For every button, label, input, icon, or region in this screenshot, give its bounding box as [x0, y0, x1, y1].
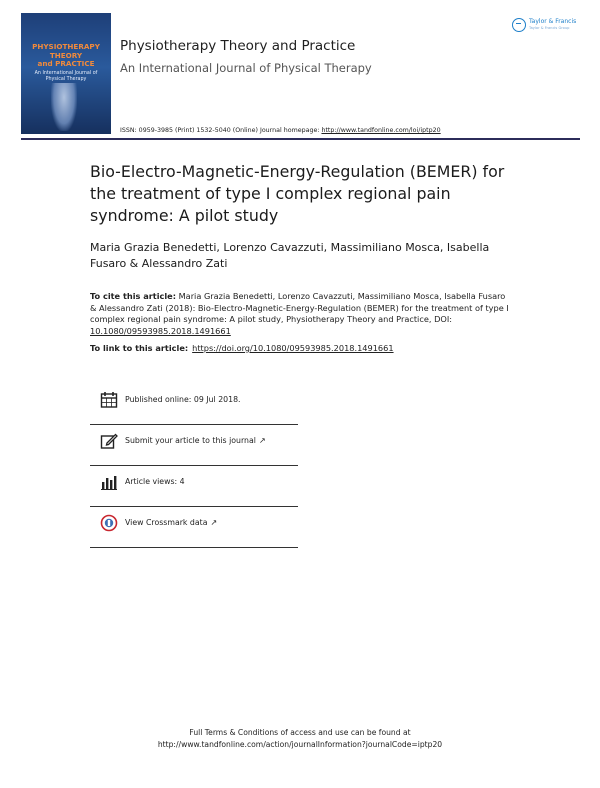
journal-homepage-link[interactable]: http://www.tandfonline.com/loi/iptp20: [321, 127, 441, 134]
journal-cover-image[interactable]: [21, 13, 111, 134]
issn-line: [120, 127, 441, 134]
cover-figure-illustration: [51, 83, 77, 131]
crossmark-label: View Crossmark data: [125, 518, 208, 527]
article-views-text: Article views: 4: [125, 477, 185, 486]
publisher-logo[interactable]: [512, 16, 586, 36]
bar-chart-icon: [100, 473, 118, 491]
journal-title[interactable]: Physiotherapy Theory and Practice: [120, 38, 356, 54]
footer-terms-text: Full Terms & Conditions of access and use can be found at: [189, 728, 411, 737]
article-authors: Maria Grazia Benedetti, Lorenzo Cavazzuti, Massimiliano Mosca, Isabella Fusaro & Alessandro Zati: [90, 241, 490, 270]
info-divider: [90, 465, 298, 466]
citation-text: Maria Grazia Benedetti, Lorenzo Cavazzuti, Massimiliano Mosca, Isabella Fusaro & Alessandro Zati (2018): Bio-Electro-Magnetic-Energy-Regulation (BEMER) for the treatment of type I complex regional pain syndrome: A pilot study, Physiotherapy Theory and Practice, DOI:: [90, 291, 509, 324]
external-link-icon: ↗: [210, 518, 218, 527]
published-online-text: Published online: 09 Jul 2018.: [125, 395, 241, 404]
edit-icon: [100, 432, 118, 450]
publisher-logo-icon: [512, 18, 526, 32]
header-divider: [21, 138, 580, 140]
crossmark-icon: [100, 514, 118, 532]
article-doi-link[interactable]: https://doi.org/10.1080/09593985.2018.1491661: [192, 343, 394, 353]
article-title: Bio-Electro-Magnetic-Energy-Regulation (BEMER) for the treatment of type I complex regional pain syndrome: A pilot study: [90, 162, 505, 225]
info-divider: [90, 547, 298, 548]
issn-text: ISSN: 0959-3985 (Print) 1532-5040 (Online) Journal homepage:: [120, 127, 322, 134]
info-divider: [90, 506, 298, 507]
submit-article-link[interactable]: [125, 436, 266, 445]
citation-doi-link[interactable]: 10.1080/09593985.2018.1491661: [90, 325, 231, 336]
link-label: To link to this article:: [90, 343, 189, 353]
footer-terms-link[interactable]: http://www.tandfonline.com/action/journalInformation?journalCode=iptp20: [157, 740, 443, 749]
cover-title-line-1: PHYSIOTHERAPY THEORY: [32, 42, 100, 60]
external-link-icon: ↗: [258, 436, 266, 445]
cover-title-line-2: and PRACTICE: [37, 59, 95, 69]
calendar-icon: [100, 391, 118, 409]
journal-subtitle: An International Journal of Physical Therapy: [120, 61, 372, 75]
publisher-name: Taylor & Francis: [529, 18, 577, 25]
cover-subtitle: An International Journal of Physical Therapy: [34, 71, 98, 82]
citation-label: To cite this article:: [90, 291, 176, 301]
article-link-line: [90, 343, 510, 355]
citation-block: [90, 291, 510, 337]
publisher-tagline: Taylor & Francis Group: [529, 26, 570, 30]
submit-article-label: Submit your article to this journal: [125, 436, 256, 445]
info-divider: [90, 424, 298, 425]
cover-title: [24, 43, 108, 69]
crossmark-link[interactable]: [125, 518, 217, 527]
